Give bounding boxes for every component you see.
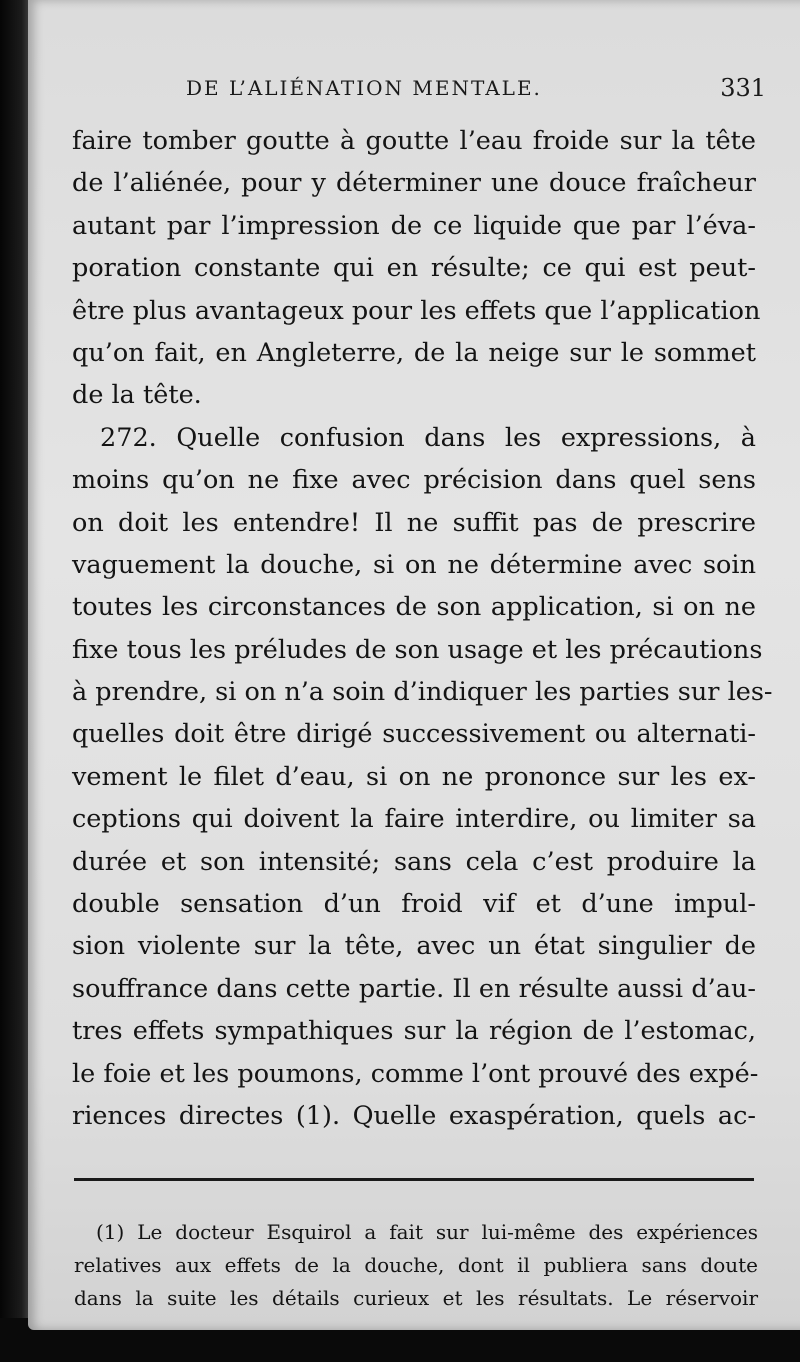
text-line: faire tomber goutte à goutte l’eau froide sur la tête — [72, 126, 756, 156]
text-line: tres effets sympathiques sur la région de l’estomac, — [72, 1016, 756, 1047]
text-line: de l’aliénée, pour y déterminer une douce fraîcheur — [72, 168, 756, 199]
text-line: autant par l’impression de ce liquide que par l’éva- — [72, 210, 756, 241]
footnote — [74, 1216, 758, 1315]
footnote-line: (1) Le docteur Esquirol a fait sur lui-même des expériences — [96, 1220, 758, 1244]
text-line: être plus avantageux pour les effets que l’application — [72, 295, 761, 326]
text-line: riences directes (1). Quelle exaspération, quels ac- — [72, 1100, 756, 1131]
text-line: vement le filet d’eau, si on ne prononce sur les ex- — [72, 761, 756, 792]
running-header — [160, 76, 776, 108]
text-line: on doit les entendre! Il ne suffit pas de prescrire — [72, 507, 756, 538]
footnote-separator-rule — [74, 1178, 754, 1181]
text-line: durée et son intensité; sans cela c’est produire la — [72, 846, 756, 877]
text-line: de la tête. — [72, 380, 202, 411]
text-line: sion violente sur la tête, avec un état singulier de — [72, 931, 756, 962]
text-line: vaguement la douche, si on ne détermine avec soin — [72, 549, 756, 580]
text-line: toutes les circonstances de son application, si on ne — [72, 592, 756, 623]
page-number: 331 — [720, 74, 766, 102]
running-title: DE L’ALIÉNATION MENTALE. — [186, 76, 542, 100]
body-text — [72, 120, 773, 1137]
text-line: fixe tous les préludes de son usage et les précautions — [72, 634, 763, 665]
text-line: ceptions qui doivent la faire interdire, ou limiter sa — [72, 804, 756, 835]
text-line: double sensation d’un froid vif et d’une impul- — [72, 889, 756, 920]
text-line: poration constante qui en résulte; ce qui est peut- — [72, 253, 756, 284]
text-line: le foie et les poumons, comme l’ont prouvé des expé- — [72, 1058, 759, 1089]
paragraph-start-line: 272. Quelle confusion dans les expressions, à — [100, 422, 756, 453]
text-line: moins qu’on ne fixe avec précision dans quel sens — [72, 465, 756, 496]
text-line: souffrance dans cette partie. Il en résulte aussi d’au- — [72, 973, 756, 1004]
text-line: qu’on fait, en Angleterre, de la neige sur le sommet — [72, 337, 756, 368]
footnote-line: dans la suite les détails curieux et les résultats. Le réservoir — [74, 1286, 758, 1310]
footnote-line: relatives aux effets de la douche, dont il publiera sans doute — [74, 1253, 758, 1277]
text-line: quelles doit être dirigé successivement ou alternati- — [72, 719, 756, 750]
text-line: à prendre, si on n’a soin d’indiquer les parties sur les- — [72, 677, 773, 708]
